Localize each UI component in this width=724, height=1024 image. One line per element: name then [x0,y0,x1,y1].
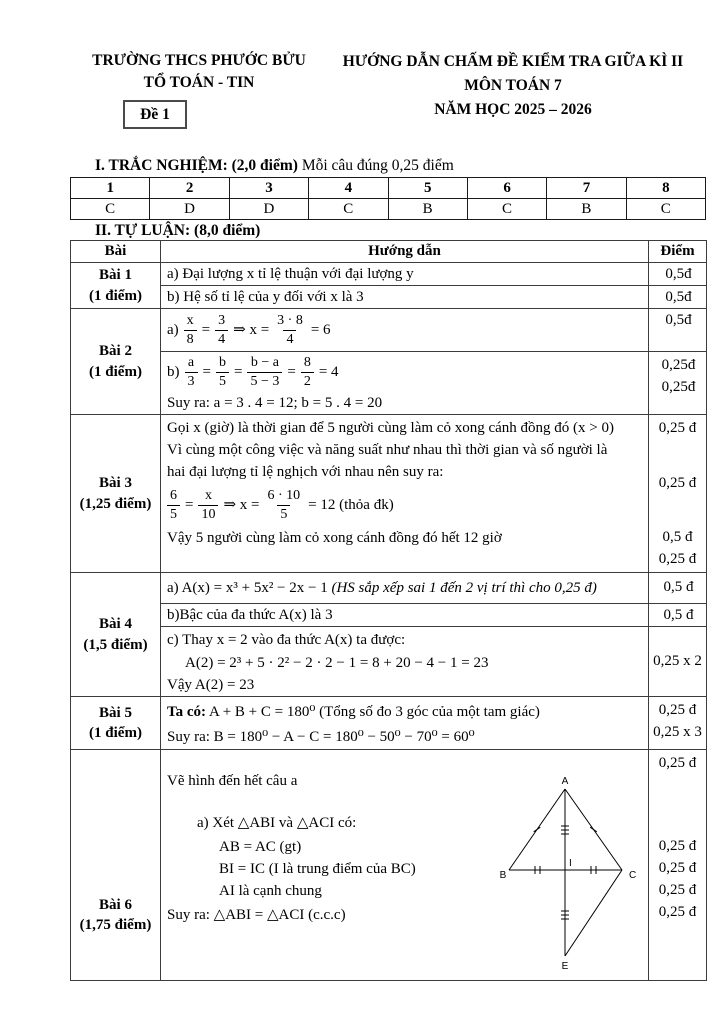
table-row [71,263,707,286]
table-row [71,750,707,981]
vertex-label-c: C [629,870,637,881]
bai6-point2: 0,25 đ [658,838,697,854]
bai6-label-cell [71,750,161,981]
bai6-line5: AI là cạnh chung [219,883,322,899]
table-row [71,286,707,309]
bai6-sub: (1,75 điểm) [79,917,152,934]
bai3-sub: (1,25 điểm) [79,495,152,512]
bai3-point3: 0,5 đ [662,529,693,545]
vertex-label-a: A [561,776,569,787]
bai4c-point: 0,25 x 2 [653,653,702,669]
col-header-bai: Bài [104,243,127,259]
bai4b-text: b)Bậc của đa thức A(x) là 3 [167,607,333,623]
section1-heading-bold: I. TRẮC NGHIỆM: (2,0 điểm) [95,157,298,174]
bai6-line2: a) Xét △ABI và △ACI có: [197,815,357,831]
bai4-label-cell [71,573,161,697]
col-header-huongdan: Hướng dẫn [368,243,441,259]
bai3-line3: hai đại lượng tỉ lệ nghịch với nhau nên suy ra: [167,464,444,480]
bai5-point1: 0,25 đ [658,702,697,718]
mc-q4: 4 [309,178,388,199]
bai6-point5: 0,25 đ [658,904,697,920]
bai2-label: Bài 2 [99,343,132,360]
mc-a3: D [229,199,308,220]
table-row [71,415,707,573]
mc-answer-row [71,199,706,220]
bai6-point4: 0,25 đ [658,882,697,898]
mc-a5: B [388,199,467,220]
bai5-point2: 0,25 x 3 [653,724,702,740]
bai6-point3: 0,25 đ [658,860,697,876]
mc-q6: 6 [467,178,546,199]
essay-answer-table [70,240,707,981]
vertex-label-i: I [569,858,572,869]
bai4-sub: (1,5 điểm) [83,636,148,653]
triangle-figure [483,756,649,978]
bai4b-point: 0,5 đ [663,607,694,623]
fraction: $\frac{a}{3}$ [185,354,198,390]
table-row [71,309,707,352]
exam-code-box: Đề 1 [123,100,187,129]
mc-question-row [71,178,706,199]
fraction: $\frac{3 \cdot 8}{4}$ [277,313,303,347]
school-name: TRƯỜNG THCS PHƯỚC BỬU [92,52,306,69]
col-header-diem: Điểm [660,243,695,259]
bai2-sub: (1 điểm) [89,363,142,380]
table-row [71,352,707,415]
bai6-line4: BI = IC (I là trung điểm của BC) [219,861,416,877]
bai4c-line2: A(2) = 2³ + 5 · 2² − 2 · 2 − 1 = 8 + 20 − 4 − 1 = 23 [185,655,489,671]
bai3-point2: 0,25 đ [658,475,697,491]
fraction: $\frac{b - a}{5 - 3}$ [247,354,282,390]
bai2b-prefix: b) [167,363,180,380]
vertex-label-e: E [561,961,569,972]
bai2b-line2: Suy ra: a = 3 . 4 = 12; b = 5 . 4 = 20 [167,395,383,411]
bai6-line6: Suy ra: △ABI = △ACI (c.c.c) [167,907,346,923]
bai3-point4: 0,25 đ [658,551,697,567]
section2-heading: II. TỰ LUẬN: (8,0 điểm) [95,222,261,239]
bai4-label: Bài 4 [99,616,132,633]
mc-q5: 5 [388,178,467,199]
fraction: $\frac{x}{8}$ [184,312,197,348]
mc-a7: B [547,199,626,220]
mc-a6: C [467,199,546,220]
bai5-label-cell [71,697,161,750]
mc-a1: C [71,199,150,220]
bai3-line2: Vì cùng một công việc và năng suất như nhau thì thời gian và số người là [167,442,608,458]
section1-heading [95,157,454,175]
bai3-label-cell [71,415,161,573]
fraction: $\frac{3}{4}$ [215,312,228,348]
bai4a-note: (HS sắp xếp sai 1 đến 2 vị trí thì cho 0,25 đ) [331,580,597,596]
bai1-label: Bài 1 [99,267,132,284]
doc-title-line2: MÔN TOÁN 7 [464,77,562,95]
bai2b-formula: b) $\frac{a}{3}$ = $\frac{b}{5}$ = $\frac{b - a}{5 - 3}$ = $\frac{8}{2}$ = 4 [167,355,339,389]
bai1a-text: a) Đại lượng x tỉ lệ thuận với đại lượng y [167,266,414,282]
doc-title-line3: NĂM HỌC 2025 – 2026 [434,101,592,119]
multiple-choice-table [70,177,706,220]
bai6-line1: Vẽ hình đến hết câu a [167,773,298,789]
bai2a-point: 0,5đ [665,312,692,328]
mc-q2: 2 [150,178,229,199]
mc-a4: C [309,199,388,220]
bai6-label: Bài 6 [99,897,132,913]
bai1b-text: b) Hệ số tỉ lệ của y đối với x là 3 [167,289,364,305]
bai3-point1: 0,25 đ [658,420,697,436]
table-row [71,573,707,604]
bai1a-point: 0,5đ [665,266,692,282]
bai3-formula: $\frac{6}{5}$ = $\frac{x}{10}$ ⇒ x = $\frac{6 \cdot 10}{5}$ = 12 (thỏa đk) [161,483,648,527]
bai6-line3: AB = AC (gt) [219,839,302,855]
bai2-label-cell [71,309,161,415]
bai3-label: Bài 3 [99,475,132,492]
bai4a-point: 0,5 đ [663,579,694,595]
bai3-line5: Vậy 5 người cùng làm cỏ xong cánh đồng đó hết 12 giờ [167,530,502,546]
bai4c-line1: c) Thay x = 2 vào đa thức A(x) ta được: [167,632,406,648]
fraction: $\frac{b}{5}$ [216,354,229,390]
mc-a8: C [626,199,705,220]
fraction: $\frac{6 \cdot 10}{5}$ [267,488,301,522]
mc-q1: 1 [71,178,150,199]
fraction: $\frac{6}{5}$ [167,487,180,523]
bai1b-point: 0,5đ [665,289,692,305]
mc-q3: 3 [229,178,308,199]
bai1-sub: (1 điểm) [89,287,142,304]
bai5-sub: (1 điểm) [89,725,142,741]
fraction: $\frac{x}{10}$ [198,487,218,523]
table-row [71,627,707,697]
section1-heading-rest: Mỗi câu đúng 0,25 điểm [297,157,454,174]
mc-q7: 7 [547,178,626,199]
table-row [71,697,707,750]
bai1-label-cell [71,263,161,309]
fraction: $\frac{8}{2}$ [301,354,314,390]
title-block [318,50,708,122]
department-name: TỔ TOÁN - TIN [143,73,255,91]
bai2a-prefix: a) [167,321,179,338]
bai6-point1: 0,25 đ [658,755,697,771]
mc-q8: 8 [626,178,705,199]
table-header-row [71,241,707,263]
bai2b-point2: 0,25đ [661,379,696,395]
bai2a-formula: a) $\frac{x}{8}$ = $\frac{3}{4}$ ⇒ x = $\frac{3 \cdot 8}{4}$ = 6 [167,313,331,347]
bai5-line1: Ta có: A + B + C = 180⁰ (Tổng số đo 3 góc của một tam giác) [167,704,540,720]
bai4c-line3: Vậy A(2) = 23 [167,677,255,693]
mc-a2: D [150,199,229,220]
vertex-label-b: B [499,870,507,881]
table-row [71,604,707,627]
doc-title-line1: HƯỚNG DẪN CHẤM ĐỀ KIỂM TRA GIỮA KÌ II [342,53,684,70]
bai2b-point1: 0,25đ [661,357,696,373]
school-block [64,50,334,93]
bai4a-text: a) A(x) = x³ + 5x² − 2x − 1 (HS sắp xếp sai 1 đến 2 vị trí thì cho 0,25 đ) [167,580,597,596]
bai3-line1: Gọi x (giờ) là thời gian để 5 người cùng làm cỏ xong cánh đồng đó (x > 0) [167,420,614,436]
bai5-line2: Suy ra: B = 180⁰ − A − C = 180⁰ − 50⁰ − 70⁰ = 60⁰ [167,729,475,745]
bai5-label: Bài 5 [99,704,132,721]
